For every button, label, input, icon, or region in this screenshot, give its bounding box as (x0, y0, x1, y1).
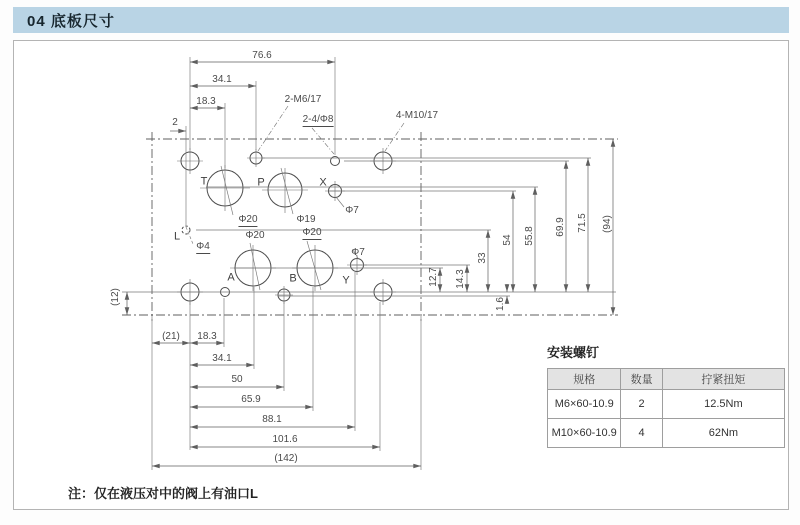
dia-label-t: Φ20 (238, 214, 258, 225)
page-title: 04 底板尺寸 (27, 12, 115, 30)
dim-right-94: (94) (602, 215, 613, 233)
cell-qty-m6: 2 (621, 390, 662, 419)
extension-lines (122, 57, 616, 470)
center-marks (177, 148, 396, 305)
dim-top-18-3: 18.3 (196, 96, 216, 107)
dim-bot-50: 50 (231, 374, 243, 385)
cell-torque-m10: 62Nm (662, 419, 784, 448)
port-label-x: X (319, 176, 327, 189)
table-header-row (548, 369, 785, 390)
col-header-spec: 规格 (548, 369, 621, 390)
dia-label-x: Φ7 (345, 205, 359, 216)
cell-qty-m10: 4 (621, 419, 662, 448)
dim-right-55-8: 55.8 (524, 226, 535, 246)
port-circles (181, 152, 392, 301)
dim-bot-101-6: 101.6 (272, 434, 298, 445)
dim-right-1-6: 1.6 (495, 297, 506, 311)
dia-label-p: Φ19 (296, 214, 316, 225)
dim-right-69-9: 69.9 (555, 217, 566, 237)
dim-bot-142: (142) (274, 453, 298, 464)
callout-m6-holes: 2-M6/17 (284, 94, 322, 105)
plate-outline (122, 132, 618, 321)
dim-top-76-6: 76.6 (252, 50, 272, 61)
mounting-screw-table (547, 342, 785, 448)
port-label-a: A (227, 271, 235, 284)
dia-label-l: Φ4 (196, 241, 210, 252)
dim-bot-88-1: 88.1 (262, 414, 282, 425)
dim-right-71-5: 71.5 (577, 213, 588, 233)
dia-label-b: Φ20 (302, 227, 322, 238)
dim-right-12-7: 12.7 (428, 267, 439, 287)
dia-label-y: Φ7 (351, 247, 365, 258)
dim-right-54: 54 (502, 234, 513, 246)
footnote: 注：仅在液压对中的阀上有油口L (68, 486, 258, 501)
dim-top-34-1: 34.1 (212, 74, 232, 85)
table-row (548, 419, 785, 448)
port-label-b: B (289, 272, 297, 285)
col-header-qty: 数量 (621, 369, 662, 390)
dim-bot-18-3: 18.3 (197, 331, 217, 342)
port-label-y: Y (342, 274, 350, 287)
dia-label-a: Φ20 (245, 230, 265, 241)
dim-top-2: 2 (172, 117, 178, 128)
callout-phi8-holes: 2-4/Φ8 (302, 114, 334, 125)
dimension-lines (127, 62, 613, 466)
table-title: 安装螺钉 (547, 345, 600, 360)
dim-right-14-3: 14.3 (455, 269, 466, 289)
table-row (548, 390, 785, 419)
port-label-l: L (173, 230, 181, 243)
port-label-p: P (257, 176, 265, 189)
leader-lines (186, 106, 404, 290)
dim-left-12: (12) (110, 288, 121, 306)
dim-bot-65-9: 65.9 (241, 394, 261, 405)
col-header-torque: 拧紧扭矩 (662, 369, 784, 390)
port-label-t: T (200, 175, 208, 188)
dim-bot-34-1: 34.1 (212, 353, 232, 364)
cell-spec-m10: M10×60-10.9 (548, 419, 621, 448)
cell-torque-m6: 12.5Nm (662, 390, 784, 419)
dim-right-33: 33 (477, 252, 488, 264)
callout-m10-holes: 4-M10/17 (395, 110, 439, 121)
dim-bot-21: (21) (162, 331, 180, 342)
cell-spec-m6: M6×60-10.9 (548, 390, 621, 419)
